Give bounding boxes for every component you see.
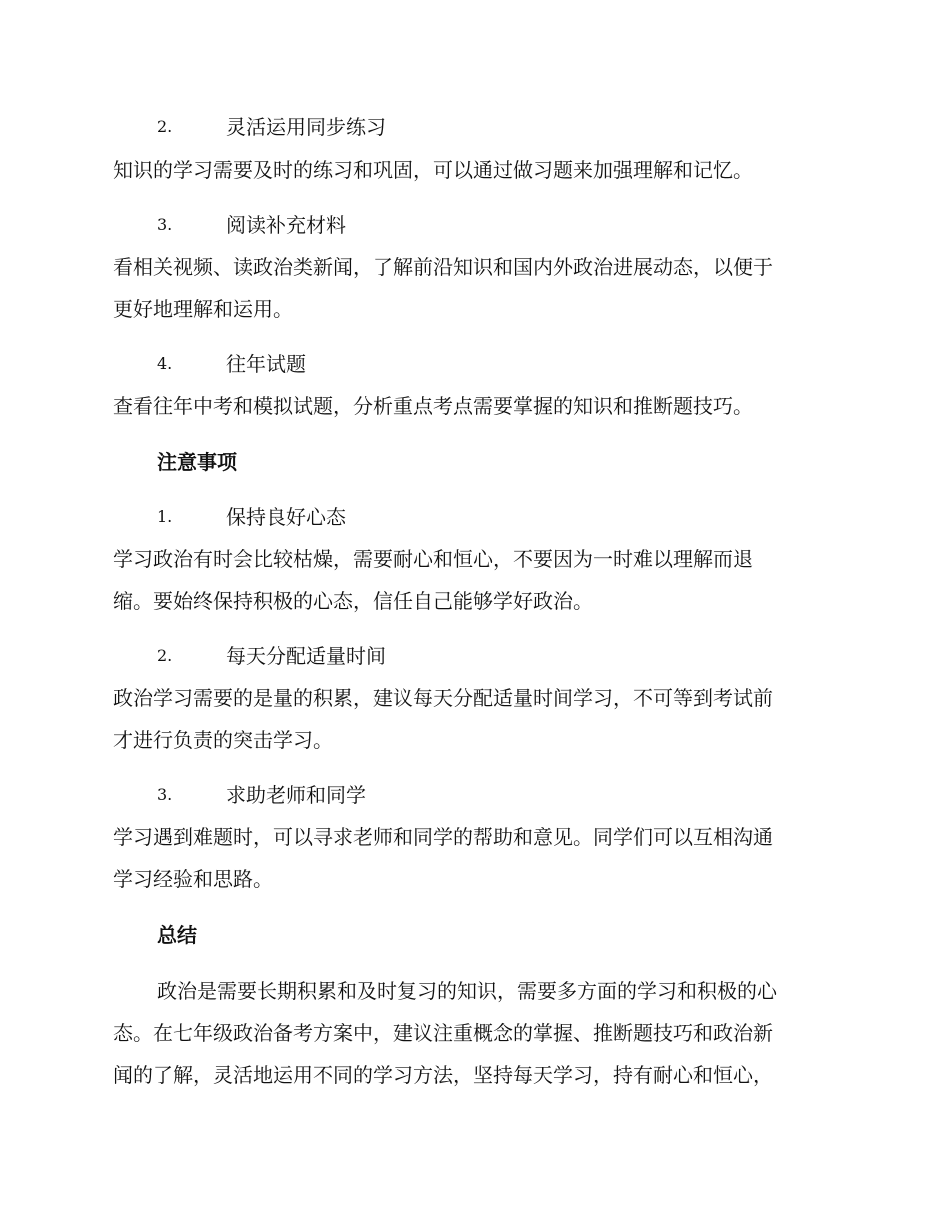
section-heading-summary: 总结 (157, 923, 197, 947)
paragraph-line: 看相关视频、读政治类新闻，了解前沿知识和国内外政治进展动态，以便于 (113, 255, 773, 279)
list-number: 3. (157, 785, 173, 804)
paragraph-line: 态。在七年级政治备考方案中，建议注重概念的掌握、推断题技巧和政治新 (113, 1021, 773, 1045)
list-item-title: 求助老师和同学 (226, 783, 366, 807)
paragraph-line: 学习政治有时会比较枯燥，需要耐心和恒心，不要因为一时难以理解而退 (113, 547, 753, 571)
paragraph-line: 才进行负责的突击学习。 (113, 728, 333, 752)
list-item-title: 保持良好心态 (226, 505, 346, 529)
list-item-title: 阅读补充材料 (226, 213, 346, 237)
paragraph-line: 政治是需要长期积累和及时复习的知识，需要多方面的学习和积极的心 (157, 979, 777, 1003)
list-number: 1. (157, 507, 173, 526)
list-item-title: 往年试题 (226, 352, 306, 376)
paragraph-line: 政治学习需要的是量的积累，建议每天分配适量时间学习，不可等到考试前 (113, 686, 773, 710)
list-item-title: 每天分配适量时间 (226, 644, 386, 668)
list-number: 2. (157, 646, 173, 665)
paragraph-line: 缩。要始终保持积极的心态，信任自己能够学好政治。 (113, 589, 593, 613)
list-number: 2. (157, 117, 173, 136)
paragraph-line: 查看往年中考和模拟试题，分析重点考点需要掌握的知识和推断题技巧。 (113, 394, 753, 418)
paragraph-line: 更好地理解和运用。 (113, 297, 293, 321)
section-heading-notes: 注意事项 (157, 450, 237, 474)
list-number: 4. (157, 354, 173, 373)
list-item-title: 灵活运用同步练习 (226, 115, 386, 139)
paragraph-line: 学习经验和思路。 (113, 867, 273, 891)
paragraph-line: 知识的学习需要及时的练习和巩固，可以通过做习题来加强理解和记忆。 (113, 158, 753, 182)
list-number: 3. (157, 215, 173, 234)
paragraph-line: 闻的了解，灵活地运用不同的学习方法，坚持每天学习，持有耐心和恒心， (113, 1063, 773, 1087)
paragraph-line: 学习遇到难题时，可以寻求老师和同学的帮助和意见。同学们可以互相沟通 (113, 825, 773, 849)
